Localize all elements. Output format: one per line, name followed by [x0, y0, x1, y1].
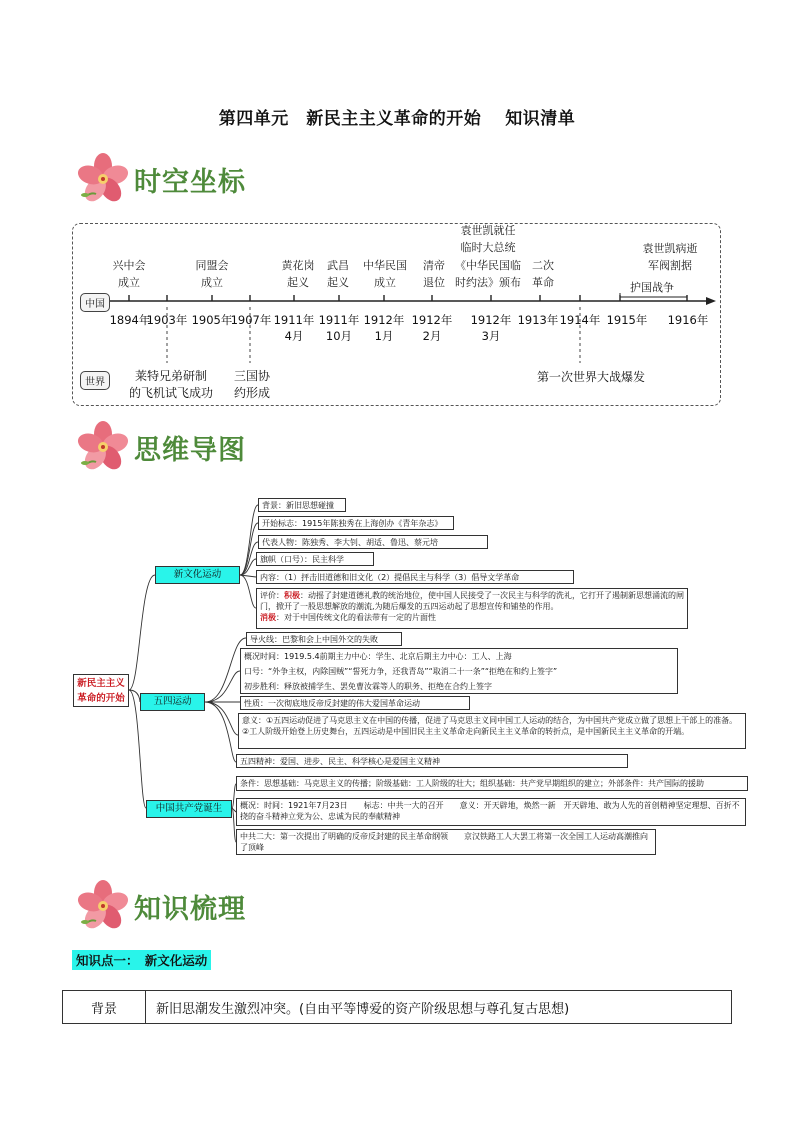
mindmap-root: 新民主主义 革命的开始 — [73, 674, 129, 707]
gcd-overview: 概况：时间：1921年7月23日 标志：中共一大的召开 意义：开天辟地，焕然一新 开天辟地、敢为人先的首创精神坚定理想、百折不挠的奋斗精神立党为公、忠诚为民的奉献精神 — [236, 798, 746, 826]
table-row-header: 背景 — [63, 991, 146, 1023]
event-label: 袁世凯病逝 军阀割据 — [642, 242, 698, 272]
ws-meaning: 意义：①五四运动促进了马克思主义在中国的传播，促进了马克思主义同中国工人运动的结合，为中国共产党成立做了思想上干部上的准备。②工人阶级开始登上历史舞台，五四运动是中国旧民主主义革命走向新民主主义革命的转折点，是中国新民主主义革命的开端。 — [238, 713, 746, 749]
event-label: 袁世凯就任 临时大总统 — [460, 224, 516, 254]
page-title: 第四单元 新民主主义革命的开始 知识清单 — [218, 109, 576, 129]
ws-overview: 概况时间：1919.5.4前期主力中心：学生、北京后期主力中心：工人、上海 口号：“外争主权，内除国贼”“誓死力争，还我青岛”“取消二十一条”“拒绝在和约上签字” 初步胜利：释放被捕学生、罢免曹汝霖等人的职务、拒绝在合约上签字 — [240, 648, 678, 694]
xwh-background: 背景：新旧思想碰撞 — [258, 498, 346, 512]
ws-nature: 性质：一次彻底地反帝反封建的伟大爱国革命运动 — [240, 696, 470, 710]
year-label: 1914年 — [559, 313, 601, 327]
year-label: 1911年 4月 — [273, 313, 315, 343]
xwh-evaluation: 评价：积极：动摇了封建道德礼教的统治地位，使中国人民接受了一次民主与科学的洗礼，它打开了遏制新思想涌流的闸门，掀开了一股思想解放的潮流,为随后爆发的五四运动起了思想宣传和铺垫的作用。 消极：对于中国传统文化的看法带有一定的片面性 — [256, 588, 688, 629]
year-label: 1907年 — [230, 313, 272, 327]
branch-cpc-birth: 中国共产党诞生 — [146, 800, 232, 818]
year-label: 1912年 2月 — [411, 313, 453, 343]
flower-icon — [76, 879, 130, 933]
event-label: 清帝 退位 — [423, 259, 445, 289]
world-tag: 世界 — [80, 371, 110, 390]
china-tag: 中国 — [80, 293, 110, 312]
branch-may-fourth: 五四运动 — [140, 693, 205, 711]
gcd-conditions: 条件：思想基础：马克思主义的传播；阶级基础：工人阶级的壮大；组织基础：共产党早期组织的建立；外部条件：共产国际的援助 — [236, 776, 748, 791]
flower-icon — [76, 420, 130, 474]
event-label: 同盟会 成立 — [195, 259, 229, 289]
section-title: 知识梳理 — [134, 893, 246, 925]
gcd-second-congress: 中共二大：第一次提出了明确的反帝反封建的民主革命纲领 京汉铁路工人大罢工将第一次全国工人运动高潮推向了顶峰 — [236, 829, 656, 855]
event-label: 武昌 起义 — [327, 259, 349, 289]
section-header-spacetime — [76, 152, 246, 206]
xwh-people: 代表人物：陈独秀、李大钊、胡适、鲁迅、蔡元培 — [258, 535, 488, 549]
branch-new-culture: 新文化运动 — [155, 566, 240, 584]
event-label: 二次 革命 — [532, 259, 554, 289]
section-title: 思维导图 — [134, 434, 246, 466]
world-event: 莱特兄弟研制 的飞机试飞成功 — [128, 369, 213, 400]
ws-spirit: 五四精神：爱国、进步、民主、科学核心是爱国主义精神 — [236, 754, 628, 768]
event-label: 《中华民国临 时约法》颁布 — [455, 259, 521, 289]
war-label: 护国战争 — [630, 281, 674, 294]
world-event: 第一次世界大战爆发 — [536, 370, 645, 384]
flower-icon — [76, 152, 130, 206]
year-label: 1916年 — [667, 313, 709, 327]
knowledge-table — [62, 990, 732, 1024]
year-label: 1913年 — [517, 313, 559, 327]
knowledge-point-tag: 知识点一： 新文化运动 — [72, 950, 211, 970]
year-label: 1915年 — [606, 313, 648, 327]
year-label: 1911年 10月 — [318, 313, 360, 343]
section-header-knowledge — [76, 879, 246, 933]
ws-fuse: 导火线：巴黎和会上中国外交的失败 — [246, 632, 402, 646]
event-label: 中华民国 成立 — [363, 259, 407, 289]
xwh-content: 内容：（1）抨击旧道德和旧文化（2）提倡民主与科学（3）倡导文学革命 — [256, 570, 574, 584]
xwh-start: 开始标志：1915年陈独秀在上海创办《青年杂志》 — [258, 516, 454, 530]
world-event: 三国协 约形成 — [233, 369, 270, 400]
year-label: 1905年 — [191, 313, 233, 327]
year-label: 1912年 1月 — [363, 313, 405, 343]
year-label: 1894年 — [109, 313, 151, 327]
section-header-mindmap — [76, 420, 246, 474]
xwh-banner: 旗帜（口号）：民主科学 — [256, 552, 374, 566]
year-label: 1912年 3月 — [470, 313, 512, 343]
event-label: 黄花岗 起义 — [281, 259, 315, 289]
section-title: 时空坐标 — [134, 166, 246, 198]
table-row-content: 新旧思潮发生激烈冲突。(自由平等博爱的资产阶级思想与尊孔复古思想) — [156, 1001, 570, 1017]
year-label: 1903年 — [146, 313, 188, 327]
event-label: 兴中会 成立 — [112, 259, 146, 289]
